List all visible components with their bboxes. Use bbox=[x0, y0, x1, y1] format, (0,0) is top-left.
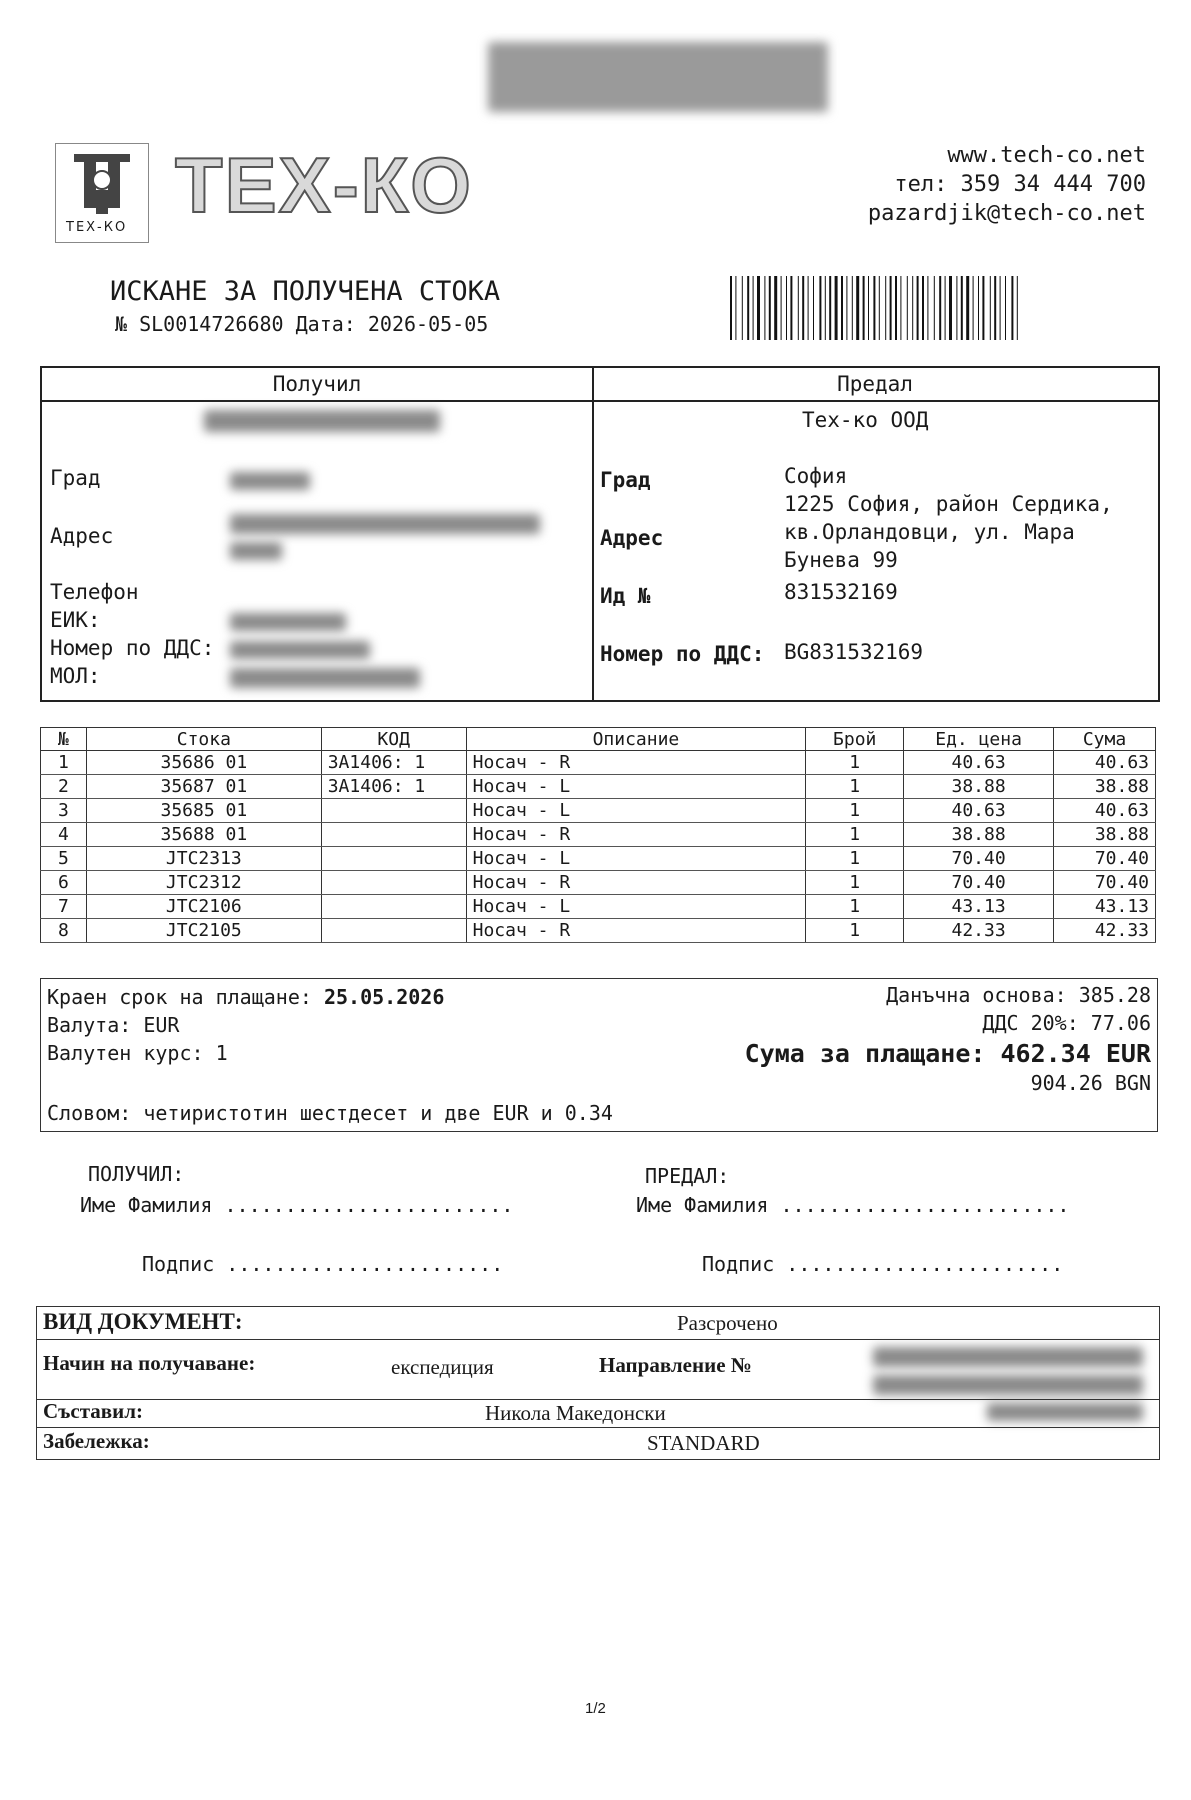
col-header-unit-price: Ед. цена bbox=[904, 728, 1054, 751]
row-code bbox=[321, 895, 466, 919]
table-row bbox=[41, 823, 1156, 847]
row-no: 8 bbox=[41, 919, 87, 943]
row-no: 5 bbox=[41, 847, 87, 871]
items-table bbox=[40, 727, 1156, 943]
receiver-city-redacted bbox=[230, 472, 310, 490]
row-qty: 1 bbox=[806, 895, 904, 919]
col-header-description: Описание bbox=[466, 728, 806, 751]
tax-base: Данъчна основа: 385.28 bbox=[886, 983, 1151, 1007]
row-item: JTC2313 bbox=[86, 847, 321, 871]
row-item: JTC2105 bbox=[86, 919, 321, 943]
note-label: Забележка: bbox=[43, 1429, 150, 1453]
row-description: Носач - L bbox=[466, 847, 806, 871]
row-qty: 1 bbox=[806, 847, 904, 871]
row-code bbox=[321, 799, 466, 823]
table-row bbox=[41, 895, 1156, 919]
row-qty: 1 bbox=[806, 871, 904, 895]
receiver-company-redacted bbox=[204, 410, 440, 432]
row-code: 3А1406: 1 bbox=[321, 775, 466, 799]
document-number: № SL0014726680 Дата: 2026-05-05 bbox=[115, 312, 489, 336]
row-qty: 1 bbox=[806, 775, 904, 799]
info-row-line-2 bbox=[37, 1399, 1159, 1400]
col-header-qty: Брой bbox=[806, 728, 904, 751]
company-logo bbox=[55, 143, 149, 243]
doc-type-label: ВИД ДОКУМЕНТ: bbox=[43, 1309, 243, 1334]
exchange-rate-line: Валутен курс: 1 bbox=[47, 1041, 228, 1065]
document-info-box bbox=[36, 1306, 1160, 1460]
table-row bbox=[41, 775, 1156, 799]
row-unit-price: 42.33 bbox=[904, 919, 1054, 943]
receiver-address-redacted-2 bbox=[230, 542, 282, 560]
receiver-eik-redacted bbox=[230, 613, 346, 631]
due-date-line bbox=[47, 985, 444, 1009]
row-code bbox=[321, 871, 466, 895]
row-sum: 42.33 bbox=[1054, 919, 1156, 943]
row-item: 35686 01 bbox=[86, 751, 321, 775]
row-description: Носач - L bbox=[466, 799, 806, 823]
sender-heading: Предал bbox=[837, 372, 913, 396]
sender-city: София bbox=[784, 464, 848, 488]
page-counter: 1/2 bbox=[585, 1700, 606, 1717]
row-code: 3А1406: 1 bbox=[321, 751, 466, 775]
row-code bbox=[321, 847, 466, 871]
info-row-line-3 bbox=[37, 1427, 1159, 1428]
table-row bbox=[41, 799, 1156, 823]
row-code bbox=[321, 823, 466, 847]
receiver-vat-redacted bbox=[230, 641, 370, 659]
amount-due: Сума за плащане: 462.34 EUR bbox=[744, 1039, 1151, 1068]
receiver-name-line: Име Фамилия ........................ bbox=[80, 1193, 514, 1217]
row-no: 6 bbox=[41, 871, 87, 895]
amount-due-bgn: 904.26 BGN bbox=[1030, 1071, 1151, 1095]
direction-label: Направление № bbox=[599, 1353, 752, 1377]
redacted-handwritten-code bbox=[488, 42, 828, 112]
doc-type-value: Разсрочено bbox=[677, 1311, 778, 1335]
barcode-icon bbox=[728, 276, 1020, 340]
row-no: 1 bbox=[41, 751, 87, 775]
company-website: www.tech-co.net bbox=[947, 143, 1146, 168]
sender-address-line-3: Бунева 99 bbox=[784, 548, 898, 572]
row-qty: 1 bbox=[806, 919, 904, 943]
row-unit-price: 40.63 bbox=[904, 799, 1054, 823]
receiver-address-label: Адрес bbox=[50, 524, 114, 548]
row-qty: 1 bbox=[806, 799, 904, 823]
sender-sign-line: Подпис ....................... bbox=[702, 1252, 1064, 1276]
receiver-heading: Получил bbox=[272, 372, 362, 396]
brand-wordmark: ТЕХ-КО bbox=[175, 141, 473, 229]
row-unit-price: 70.40 bbox=[904, 871, 1054, 895]
table-row bbox=[41, 871, 1156, 895]
row-description: Носач - R bbox=[466, 751, 806, 775]
col-header-code: КОД bbox=[321, 728, 466, 751]
receive-method-value: експедиция bbox=[391, 1355, 494, 1379]
direction-redacted bbox=[873, 1347, 1143, 1367]
info-row-line-1 bbox=[37, 1339, 1159, 1340]
row-no: 7 bbox=[41, 895, 87, 919]
sender-vat-label: Номер по ДДС: bbox=[600, 642, 765, 666]
receiver-mol-redacted bbox=[230, 668, 420, 688]
receiver-eik-label: ЕИК: bbox=[50, 608, 101, 632]
note-value: STANDARD bbox=[647, 1431, 760, 1455]
company-email: pazardjik@tech-co.net bbox=[867, 201, 1146, 226]
row-description: Носач - L bbox=[466, 775, 806, 799]
sender-city-label: Град bbox=[600, 468, 651, 492]
row-no: 2 bbox=[41, 775, 87, 799]
row-no: 3 bbox=[41, 799, 87, 823]
row-sum: 38.88 bbox=[1054, 775, 1156, 799]
row-description: Носач - L bbox=[466, 895, 806, 919]
sender-heading-line bbox=[592, 400, 1158, 402]
row-no: 4 bbox=[41, 823, 87, 847]
table-row bbox=[41, 751, 1156, 775]
table-row bbox=[41, 919, 1156, 943]
row-sum: 40.63 bbox=[1054, 751, 1156, 775]
due-date: 25.05.2026 bbox=[323, 985, 445, 1009]
receiver-phone-label: Телефон bbox=[50, 580, 139, 604]
row-sum: 70.40 bbox=[1054, 847, 1156, 871]
sender-address-line-2: кв.Орландовци, ул. Мара bbox=[784, 520, 1075, 544]
row-unit-price: 70.40 bbox=[904, 847, 1054, 871]
sender-signature-title: ПРЕДАЛ: bbox=[645, 1164, 730, 1188]
row-description: Носач - R bbox=[466, 919, 806, 943]
composer-value: Никола Македонски bbox=[485, 1401, 666, 1425]
receiver-signature-title: ПОЛУЧИЛ: bbox=[88, 1162, 185, 1186]
row-sum: 70.40 bbox=[1054, 871, 1156, 895]
vat-amount: ДДС 20%: 77.06 bbox=[982, 1011, 1151, 1035]
company-phone: тел: 359 34 444 700 bbox=[894, 172, 1146, 197]
receiver-mol-label: МОЛ: bbox=[50, 664, 101, 688]
row-unit-price: 38.88 bbox=[904, 775, 1054, 799]
table-row bbox=[41, 847, 1156, 871]
row-sum: 38.88 bbox=[1054, 823, 1156, 847]
currency-line: Валута: EUR bbox=[47, 1013, 180, 1037]
row-description: Носач - R bbox=[466, 823, 806, 847]
direction-redacted-2 bbox=[873, 1375, 1143, 1395]
row-sum: 43.13 bbox=[1054, 895, 1156, 919]
totals-box bbox=[40, 978, 1158, 1132]
direction-redacted-3 bbox=[987, 1403, 1143, 1421]
row-description: Носач - R bbox=[466, 871, 806, 895]
due-date-label: Краен срок на плащане: bbox=[47, 985, 312, 1009]
amount-in-words: Словом: четиристотин шестдесет и две EUR и 0.34 bbox=[47, 1101, 613, 1125]
receiver-vat-label: Номер по ДДС: bbox=[50, 636, 215, 660]
document-title: ИСКАНЕ ЗА ПОЛУЧЕНА СТОКА bbox=[110, 276, 501, 307]
items-header-row bbox=[41, 728, 1156, 751]
row-qty: 1 bbox=[806, 751, 904, 775]
row-item: 35687 01 bbox=[86, 775, 321, 799]
parties-divider bbox=[592, 368, 594, 700]
sender-vat: BG831532169 bbox=[784, 640, 924, 664]
parties-box bbox=[40, 366, 1160, 702]
col-header-no: № bbox=[41, 728, 87, 751]
logo-small-text: ТЕХ-КО bbox=[66, 220, 128, 235]
sender-name-line: Име Фамилия ........................ bbox=[636, 1193, 1070, 1217]
row-item: 35685 01 bbox=[86, 799, 321, 823]
sender-company: Тех-ко ООД bbox=[802, 408, 929, 432]
composer-label: Съставил: bbox=[43, 1399, 144, 1423]
receiver-sign-line: Подпис ....................... bbox=[142, 1252, 504, 1276]
row-unit-price: 38.88 bbox=[904, 823, 1054, 847]
receiver-heading-line bbox=[42, 400, 592, 402]
receiver-city-label: Град bbox=[50, 466, 101, 490]
col-header-item: Стока bbox=[86, 728, 321, 751]
sender-id-label: Ид № bbox=[600, 584, 651, 608]
sender-address-line-1: 1225 София, район Сердика, bbox=[784, 492, 1113, 516]
col-header-sum: Сума bbox=[1054, 728, 1156, 751]
sender-address-label: Адрес bbox=[600, 526, 664, 550]
row-item: JTC2106 bbox=[86, 895, 321, 919]
row-sum: 40.63 bbox=[1054, 799, 1156, 823]
sender-id: 831532169 bbox=[784, 580, 898, 604]
row-code bbox=[321, 919, 466, 943]
row-unit-price: 40.63 bbox=[904, 751, 1054, 775]
row-item: JTC2312 bbox=[86, 871, 321, 895]
row-qty: 1 bbox=[806, 823, 904, 847]
receive-method-label: Начин на получаване: bbox=[43, 1351, 256, 1375]
receiver-address-redacted bbox=[230, 514, 540, 534]
row-unit-price: 43.13 bbox=[904, 895, 1054, 919]
row-item: 35688 01 bbox=[86, 823, 321, 847]
